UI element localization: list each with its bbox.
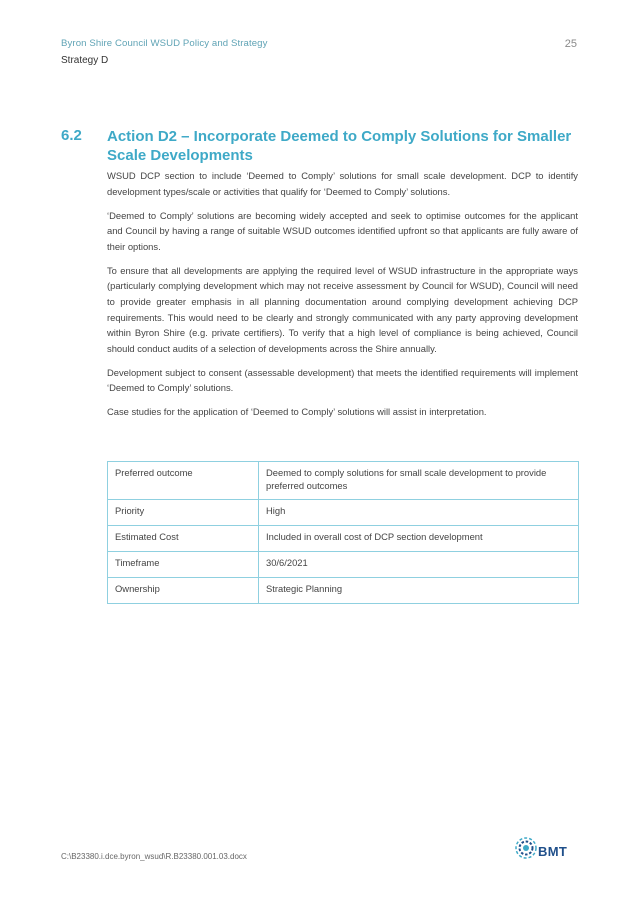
paragraph: WSUD DCP section to include ‘Deemed to Comply’ solutions for small scale development. DCP to identify development types/scale or activities that qualify for ‘Deemed to Comply’ solutions. <box>107 170 578 197</box>
table-value-cell: 30/6/2021 <box>259 552 579 578</box>
table-label-cell: Ownership <box>108 578 259 604</box>
table-value-cell: Deemed to comply solutions for small scale development to provide preferred outcomes <box>259 462 579 500</box>
table-row <box>108 552 579 578</box>
table-label-cell: Priority <box>108 500 259 526</box>
paragraph: Case studies for the application of ‘Deemed to Comply’ solutions will assist in interpretation. <box>107 406 487 418</box>
body-text <box>107 168 578 428</box>
table-row <box>108 578 579 604</box>
table-label-cell: Estimated Cost <box>108 526 259 552</box>
table-value-cell: Included in overall cost of DCP section development <box>259 526 579 552</box>
paragraph: Development subject to consent (assessable development) that meets the identified requirements will implement ‘Deemed to Comply’ solutions. <box>107 366 578 394</box>
table-row <box>108 462 579 500</box>
table-label-cell: Preferred outcome <box>108 462 259 500</box>
section-number: 6.2 <box>61 127 82 144</box>
table-row <box>108 526 579 552</box>
header-document-title: Byron Shire Council WSUD Policy and Strategy <box>61 38 268 49</box>
bmt-logo <box>514 834 578 864</box>
table-value-cell: Strategic Planning <box>259 578 579 604</box>
paragraph: To ensure that all developments are applying the required level of WSUD infrastructure in the appropriate ways (particularly complying development which may not receive assessment by Council for WSUD), Council will need to provide greater emphasis in all planning documentation around complying development achieving DCP requirements. This would need to be clearly and strongly communicated with any party approving development within Byron Shire (e.g. private certifiers). To verify that a high level of compliance is being achieved, Council should conduct audits of a selection of developments across the Shire annually. <box>107 264 578 354</box>
table-value-cell: High <box>259 500 579 526</box>
page-number: 25 <box>564 38 577 50</box>
footer-file-path: C:\B23380.i.dce.byron_wsud\R.B23380.001.03.docx <box>61 852 247 861</box>
header-section-name: Strategy D <box>61 55 109 66</box>
bmt-logo-text: BMT <box>538 844 568 859</box>
table-label-cell: Timeframe <box>108 552 259 578</box>
table-row <box>108 500 579 526</box>
section-title: Action D2 – Incorporate Deemed to Comply Solutions for Smaller Scale Developments <box>107 128 572 164</box>
action-summary-table <box>107 461 579 604</box>
paragraph: ‘Deemed to Comply’ solutions are becoming widely accepted and seek to optimise outcomes for the applicant and Council by having a range of suitable WSUD outcomes identified upfront so that applicants are fully aware of their options. <box>107 209 578 252</box>
bmt-globe-icon <box>514 834 538 862</box>
